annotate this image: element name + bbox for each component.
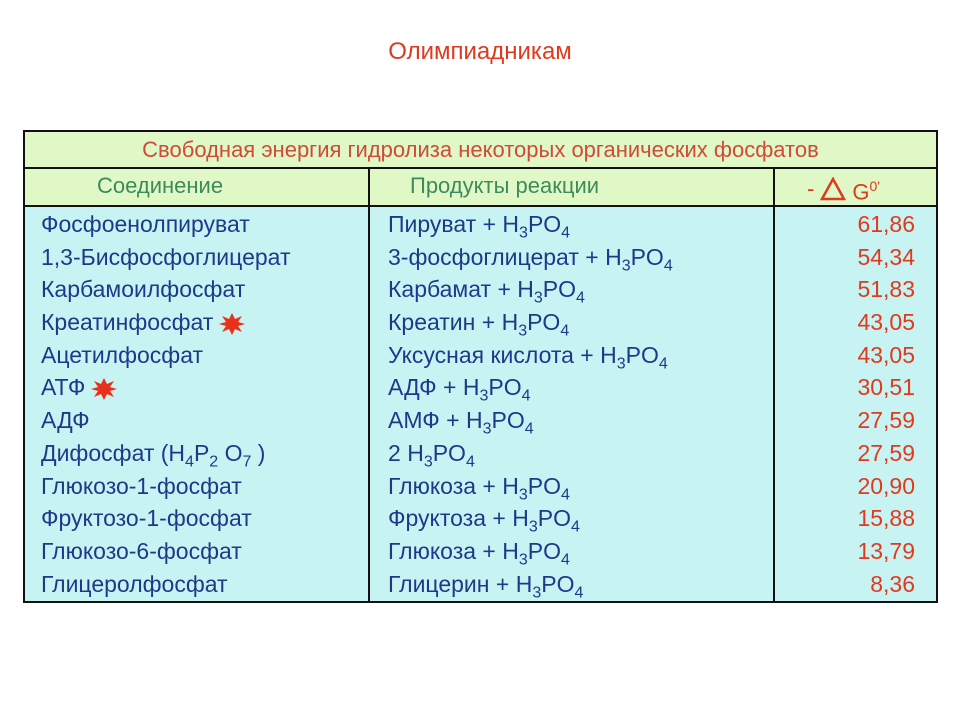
compound-cell [41, 372, 117, 402]
compound-name: Фосфоенолпируват [41, 211, 250, 237]
compound-cell [41, 209, 250, 239]
slide-title: Олимпиадникам [388, 38, 572, 65]
compound-cell [41, 569, 228, 599]
phosphoric-acid-formula: $H_3PO_4$ [501, 309, 570, 340]
compound-cell [41, 536, 242, 566]
compound-name: Ацетилфосфат [41, 341, 204, 368]
energy-value: 30,51 [857, 374, 915, 401]
table-row [25, 438, 936, 471]
compound-name: Фруктозо-1-фосфат [41, 505, 252, 532]
energy-value: 43,05 [857, 341, 915, 368]
energy-value: 20,90 [857, 472, 915, 499]
phosphoric-acid-formula: $H_3PO_4$ [517, 276, 585, 307]
table-row [25, 372, 936, 405]
compound-cell [41, 471, 242, 501]
compound-name: АТФ [41, 374, 86, 401]
products-text: Фруктоза + [388, 505, 513, 532]
compound-name: Глюкозо-6-фосфат [41, 537, 242, 564]
phosphoric-acid-formula: $H_3PO_4$ [515, 570, 584, 602]
compound-cell [41, 340, 203, 370]
header-energy-prefix: - [807, 176, 815, 202]
products-text: 2 [388, 439, 408, 466]
compound-name: Дифосфат ($H_4P_2$ $O_7$ ) [41, 439, 266, 471]
header-energy-symbol: $G^{0'}$ [852, 178, 880, 205]
products-text: АДФ + [388, 374, 463, 401]
energy-value: 61,86 [857, 211, 915, 237]
energy-value: 8,36 [870, 570, 915, 597]
starburst-icon [91, 378, 117, 400]
phosphoric-acid-formula: $H_3PO_4$ [462, 374, 531, 406]
phosphate-energy-table [23, 130, 938, 603]
compound-name: 1,3-Бисфосфоглицерат [41, 243, 291, 270]
header-products: Продукты реакции [410, 173, 600, 198]
table-row [25, 340, 936, 373]
products-text: Глюкоза + [388, 472, 503, 499]
energy-value: 15,88 [857, 505, 915, 532]
energy-value: 51,83 [857, 276, 915, 303]
header-energy [807, 169, 880, 209]
compound-cell [41, 307, 245, 337]
energy-value: 54,34 [857, 243, 915, 270]
header-compound: Соединение [97, 173, 224, 198]
table-row [25, 242, 936, 275]
compound-cell [41, 242, 290, 272]
products-cell [388, 569, 583, 609]
table-row [25, 536, 936, 569]
delta-icon [820, 177, 846, 201]
table-caption: Свободная энергия гидролиза некоторых органических фосфатов [25, 132, 936, 169]
phosphoric-acid-formula: $H_3PO_4$ [502, 537, 570, 569]
compound-name: Креатинфосфат [41, 309, 214, 336]
phosphoric-acid-formula: $H_3PO_4$ [512, 505, 580, 536]
phosphoric-acid-formula: $H_3PO_4$ [605, 243, 673, 275]
phosphoric-acid-formula: $H_3PO_4$ [407, 439, 475, 471]
table-row [25, 274, 936, 307]
table-row [25, 209, 936, 242]
table-body [25, 209, 936, 601]
products-text: Карбамат + [388, 276, 518, 303]
compound-cell [41, 274, 245, 304]
products-text: Глюкоза + [388, 537, 503, 564]
phosphoric-acid-formula: $H_3PO_4$ [502, 211, 571, 242]
energy-value: 27,59 [857, 407, 915, 434]
products-text: Пируват + [388, 211, 503, 237]
compound-name: АДФ [41, 407, 90, 434]
energy-value: 13,79 [857, 537, 915, 564]
phosphoric-acid-formula: $H_3PO_4$ [600, 341, 668, 373]
phosphoric-acid-formula: $H_3PO_4$ [465, 407, 534, 438]
table-row [25, 471, 936, 504]
table-row [25, 405, 936, 438]
table-row [25, 503, 936, 536]
compound-cell [41, 405, 90, 435]
compound-cell [41, 503, 252, 533]
compound-name: Карбамоилфосфат [41, 276, 246, 303]
compound-name: Глюкозо-1-фосфат [41, 472, 242, 499]
energy-value: 43,05 [857, 309, 915, 336]
compound-name: Глицеролфосфат [41, 570, 228, 597]
starburst-icon [219, 313, 245, 335]
products-text: Глицерин + [388, 570, 516, 597]
products-text: АМФ + [388, 407, 466, 434]
products-text: 3-фосфоглицерат + [388, 243, 606, 270]
table-header-row [25, 169, 936, 207]
products-text: Креатин + [388, 309, 502, 336]
table-row [25, 307, 936, 340]
products-text: Уксусная кислота + [388, 341, 601, 368]
energy-value: 27,59 [857, 439, 915, 466]
phosphoric-acid-formula: $H_3PO_4$ [502, 472, 570, 504]
table-row [25, 569, 936, 602]
